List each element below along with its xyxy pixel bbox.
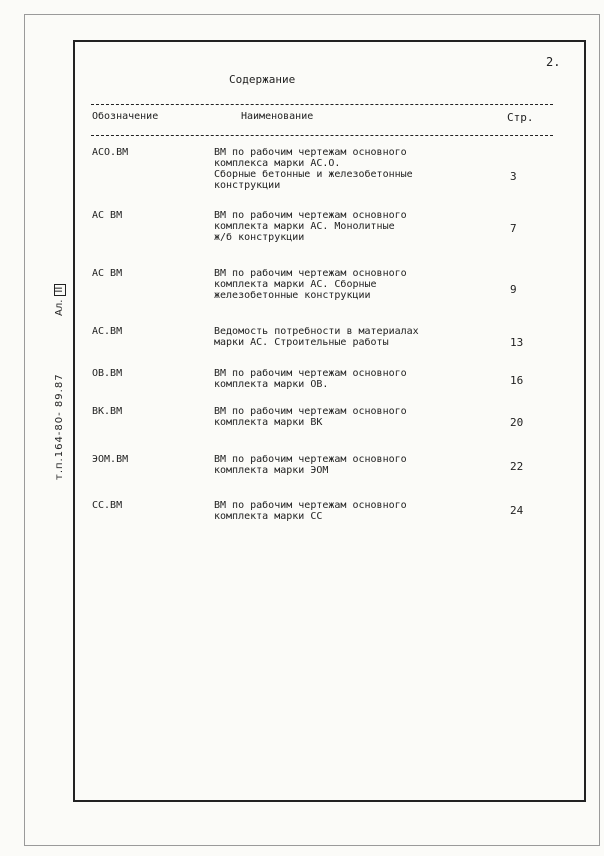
row-name-line: комплекта марки АС. Монолитные (214, 221, 395, 232)
row-name-line: ВМ по рабочим чертежам основного (214, 147, 407, 158)
row-name-line: ВМ по рабочим чертежам основного (214, 500, 407, 511)
row-name-line: комплекта марки ЭОМ (214, 465, 329, 476)
sheet-label (54, 284, 66, 316)
header-rule-bottom (91, 135, 553, 136)
row-code: ВК.ВМ (92, 406, 123, 417)
header-name: Наименование (241, 111, 314, 122)
row-name-line: комплекта марки ОВ. (214, 379, 329, 390)
row-name (214, 406, 407, 428)
row-name-line: ВМ по рабочим чертежам основного (214, 454, 407, 465)
row-name-line: Ведомость потребности в материалах (214, 326, 419, 337)
row-name (214, 368, 407, 390)
row-code: АС ВМ (92, 268, 123, 279)
row-name (214, 326, 419, 348)
document-code-stamp: т.п.164-80- 89.87 (54, 373, 65, 480)
sheet-value: II (54, 284, 66, 296)
row-code: СС.ВМ (92, 500, 123, 511)
row-page: 7 (510, 222, 517, 235)
header-rule-top (91, 104, 553, 105)
row-code: ОВ.ВМ (92, 368, 123, 379)
row-name-line: комплекта марки АС. Сборные (214, 279, 377, 290)
row-name (214, 500, 407, 522)
row-page: 22 (510, 460, 524, 473)
row-code: ЭОМ.ВМ (92, 454, 129, 465)
row-page: 9 (510, 283, 517, 296)
row-name-line: ж/б конструкции (214, 232, 305, 243)
sheet-label-text: Ал. (54, 299, 65, 316)
row-name-line: ВМ по рабочим чертежам основного (214, 268, 407, 279)
row-name-line: комплекта марки СС (214, 511, 323, 522)
row-code: АС.ВМ (92, 326, 123, 337)
row-name-line: комплекта марки ВК (214, 417, 323, 428)
page-number: 2. (546, 55, 561, 69)
row-name (214, 454, 407, 476)
header-code: Обозначение (92, 111, 159, 122)
row-name-line: ВМ по рабочим чертежам основного (214, 368, 407, 379)
row-page: 20 (510, 416, 524, 429)
row-name-line: железобетонные конструкции (214, 290, 371, 301)
row-name-line: комплекса марки АС.О. (214, 158, 341, 169)
row-name-line: Сборные бетонные и железобетонные (214, 169, 413, 180)
row-name-line: ВМ по рабочим чертежам основного (214, 210, 407, 221)
row-name (214, 147, 413, 191)
row-code: АСО.ВМ (92, 147, 129, 158)
row-name-line: ВМ по рабочим чертежам основного (214, 406, 407, 417)
row-name-line: марки АС. Строительные работы (214, 337, 389, 348)
row-page: 16 (510, 374, 524, 387)
row-page: 13 (510, 336, 524, 349)
row-page: 24 (510, 504, 524, 517)
row-code: АС ВМ (92, 210, 123, 221)
row-name (214, 268, 407, 301)
row-page: 3 (510, 170, 517, 183)
header-page: Стр. (507, 111, 534, 124)
row-name-line: конструкции (214, 180, 281, 191)
page-title: Содержание (229, 73, 296, 86)
row-name (214, 210, 407, 243)
